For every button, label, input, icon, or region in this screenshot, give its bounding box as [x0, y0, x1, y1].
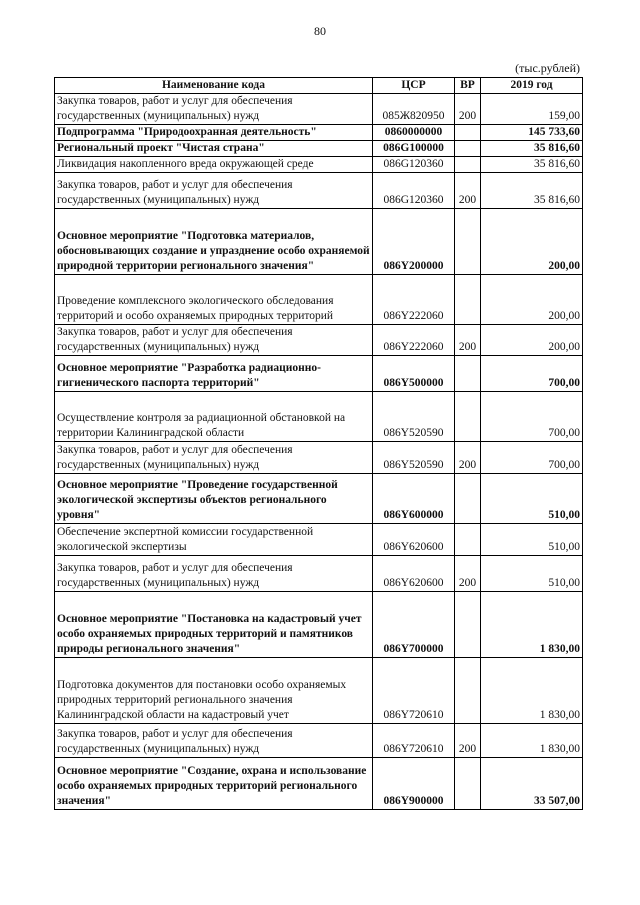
row-name-cell: Закупка товаров, работ и услуг для обеспечения государственных (муниципальных) нужд: [55, 94, 373, 125]
row-csr-cell: 086Y620600: [373, 556, 455, 592]
row-vr-cell: [455, 209, 481, 275]
row-amount-cell: 159,00: [481, 94, 583, 125]
row-name-cell: Подготовка документов для постановки особо охраняемых природных территорий регионального значения Калининградской области на кадастровый учет: [55, 658, 373, 724]
row-amount-cell: 35 816,60: [481, 141, 583, 157]
row-csr-cell: 086Y700000: [373, 592, 455, 658]
table-row: [55, 209, 583, 275]
row-csr-cell: 086Y620600: [373, 524, 455, 556]
row-vr-cell: [455, 157, 481, 173]
row-vr-cell: [455, 356, 481, 392]
row-name-cell: Проведение комплексного экологического обследования территорий и особо охраняемых природных территорий: [55, 275, 373, 325]
row-csr-cell: 0860000000: [373, 125, 455, 141]
row-name-cell: Ликвидация накопленного вреда окружающей среде: [55, 157, 373, 173]
row-vr-cell: [455, 592, 481, 658]
table-row: [55, 556, 583, 592]
row-amount-cell: 200,00: [481, 275, 583, 325]
page-number: 80: [314, 24, 326, 38]
row-amount-cell: 145 733,60: [481, 125, 583, 141]
row-name-cell: Основное мероприятие "Постановка на кадастровый учет особо охраняемых природных территорий и памятников природы регионального значения": [55, 592, 373, 658]
row-name-cell: Закупка товаров, работ и услуг для обеспечения государственных (муниципальных) нужд: [55, 173, 373, 209]
row-csr-cell: 086Y500000: [373, 356, 455, 392]
row-csr-cell: 086Y720610: [373, 658, 455, 724]
row-csr-cell: 086Y222060: [373, 325, 455, 356]
row-csr-cell: 086Y520590: [373, 392, 455, 442]
row-amount-cell: 510,00: [481, 524, 583, 556]
row-vr-cell: [455, 758, 481, 810]
row-name-cell: Закупка товаров, работ и услуг для обеспечения государственных (муниципальных) нужд: [55, 325, 373, 356]
row-amount-cell: 1 830,00: [481, 658, 583, 724]
table-row: [55, 474, 583, 524]
table-row: [55, 392, 583, 442]
row-amount-cell: 700,00: [481, 392, 583, 442]
row-amount-cell: 35 816,60: [481, 173, 583, 209]
row-amount-cell: 510,00: [481, 474, 583, 524]
row-csr-cell: 085Ж820950: [373, 94, 455, 125]
row-csr-cell: 086G120360: [373, 157, 455, 173]
row-vr-cell: 200: [455, 94, 481, 125]
table-row: [55, 356, 583, 392]
row-vr-cell: [455, 125, 481, 141]
row-amount-cell: 700,00: [481, 356, 583, 392]
row-name-cell: Основное мероприятие "Создание, охрана и использование особо охраняемых природных территорий регионального значения": [55, 758, 373, 810]
table-row: [55, 325, 583, 356]
header-csr: ЦСР: [373, 78, 455, 94]
row-name-cell: Основное мероприятие "Подготовка материалов, обосновывающих создание и упразднение особо охраняемой природной территории регионального значения": [55, 209, 373, 275]
table-row: [55, 275, 583, 325]
row-amount-cell: 200,00: [481, 209, 583, 275]
row-vr-cell: [455, 524, 481, 556]
table-row: [55, 125, 583, 141]
row-amount-cell: 33 507,00: [481, 758, 583, 810]
table-row: [55, 442, 583, 474]
table-row: [55, 173, 583, 209]
row-csr-cell: 086Y222060: [373, 275, 455, 325]
table-header-row: [55, 78, 583, 94]
row-amount-cell: 200,00: [481, 325, 583, 356]
table-row: [55, 141, 583, 157]
row-name-cell: Обеспечение экспертной комиссии государственной экологической экспертизы: [55, 524, 373, 556]
header-vr: ВР: [455, 78, 481, 94]
row-vr-cell: [455, 275, 481, 325]
table-body: [55, 94, 583, 810]
header-year: 2019 год: [481, 78, 583, 94]
row-amount-cell: 700,00: [481, 442, 583, 474]
row-name-cell: Закупка товаров, работ и услуг для обеспечения государственных (муниципальных) нужд: [55, 442, 373, 474]
table-row: [55, 758, 583, 810]
row-vr-cell: [455, 474, 481, 524]
row-vr-cell: 200: [455, 173, 481, 209]
row-vr-cell: 200: [455, 556, 481, 592]
units-label: (тыс.рублей): [515, 61, 580, 75]
header-name: Наименование кода: [55, 78, 373, 94]
row-csr-cell: 086Y520590: [373, 442, 455, 474]
row-name-cell: Региональный проект "Чистая страна": [55, 141, 373, 157]
row-amount-cell: 1 830,00: [481, 724, 583, 758]
row-name-cell: Закупка товаров, работ и услуг для обеспечения государственных (муниципальных) нужд: [55, 556, 373, 592]
row-vr-cell: 200: [455, 325, 481, 356]
row-csr-cell: 086G120360: [373, 173, 455, 209]
budget-table: [54, 77, 583, 810]
row-vr-cell: [455, 658, 481, 724]
row-csr-cell: 086Y720610: [373, 724, 455, 758]
table-row: [55, 94, 583, 125]
row-amount-cell: 35 816,60: [481, 157, 583, 173]
table-row: [55, 157, 583, 173]
row-vr-cell: 200: [455, 442, 481, 474]
row-vr-cell: [455, 392, 481, 442]
row-name-cell: Основное мероприятие "Проведение государственной экологической экспертизы объектов регионального уровня": [55, 474, 373, 524]
row-amount-cell: 510,00: [481, 556, 583, 592]
row-name-cell: Закупка товаров, работ и услуг для обеспечения государственных (муниципальных) нужд: [55, 724, 373, 758]
row-name-cell: Основное мероприятие "Разработка радиационно-гигиенического паспорта территорий": [55, 356, 373, 392]
row-vr-cell: [455, 141, 481, 157]
row-amount-cell: 1 830,00: [481, 592, 583, 658]
table-row: [55, 524, 583, 556]
table-row: [55, 724, 583, 758]
row-vr-cell: 200: [455, 724, 481, 758]
row-csr-cell: 086G100000: [373, 141, 455, 157]
row-name-cell: Подпрограмма "Природоохранная деятельность": [55, 125, 373, 141]
row-csr-cell: 086Y900000: [373, 758, 455, 810]
table-row: [55, 658, 583, 724]
row-csr-cell: 086Y600000: [373, 474, 455, 524]
table-row: [55, 592, 583, 658]
row-csr-cell: 086Y200000: [373, 209, 455, 275]
row-name-cell: Осуществление контроля за радиационной обстановкой на территории Калининградской области: [55, 392, 373, 442]
